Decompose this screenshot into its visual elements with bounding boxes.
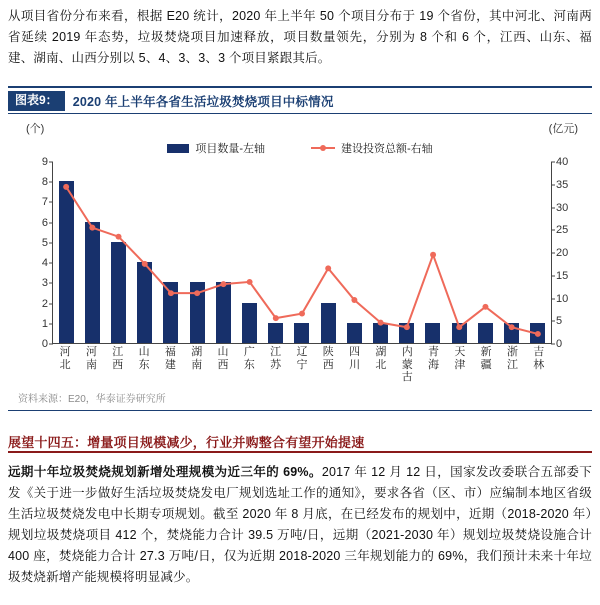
y-axis-tick-left: 2 bbox=[41, 297, 48, 310]
x-axis-label: 新 疆 bbox=[480, 346, 492, 371]
y-axis-tick-left: 4 bbox=[41, 257, 48, 270]
y-axis-tickmark-left bbox=[49, 182, 53, 183]
figure-title: 2020 年上半年各省生活垃圾焚烧项目中标情况 bbox=[72, 94, 334, 109]
section-heading-rule bbox=[8, 451, 592, 453]
x-axis-label: 河 南 bbox=[85, 346, 97, 371]
x-axis-label: 青 海 bbox=[428, 346, 440, 371]
y-axis-tick-left: 3 bbox=[41, 277, 48, 290]
x-axis-label: 湖 南 bbox=[191, 346, 203, 371]
section-heading: 展望十四五：增量项目规模减少，行业并购整合有望开始提速 bbox=[8, 435, 365, 450]
y-axis-tick-right: 5 bbox=[556, 315, 563, 328]
line-marker bbox=[430, 252, 436, 258]
y-axis-tickmark-left bbox=[49, 283, 53, 284]
y-axis-tickmark-left bbox=[49, 222, 53, 223]
x-axis-label: 河 北 bbox=[59, 346, 71, 371]
x-axis-label: 吉 林 bbox=[533, 346, 545, 371]
line-marker bbox=[404, 324, 410, 330]
x-axis-label: 辽 宁 bbox=[296, 346, 308, 371]
line-marker bbox=[220, 281, 226, 287]
y-axis-tickmark-left bbox=[49, 242, 53, 243]
left-axis-unit: (个) bbox=[26, 123, 45, 135]
y-axis-tickmark-right bbox=[551, 275, 555, 276]
legend-bar-swatch-icon bbox=[167, 144, 189, 153]
y-axis-tick-left: 6 bbox=[41, 216, 48, 229]
legend-line-swatch-icon bbox=[311, 147, 335, 149]
x-axis-label: 浙 江 bbox=[506, 346, 518, 371]
y-axis-tick-right: 15 bbox=[556, 269, 569, 282]
x-axis-label: 内 蒙 古 bbox=[401, 346, 413, 383]
x-axis-label: 陕 西 bbox=[322, 346, 334, 371]
legend-label-line: 建设投资总额-右轴 bbox=[341, 143, 433, 155]
x-axis-label: 湖 北 bbox=[375, 346, 387, 371]
y-axis-tickmark-left bbox=[49, 303, 53, 304]
x-axis-label: 江 西 bbox=[112, 346, 124, 371]
x-axis-label: 山 西 bbox=[217, 346, 229, 371]
intro-paragraph: 从项目省份分布来看，根据 E20 统计，2020 年上半年 50 个项目分布于 19 个省份，其中河北、河南两省延续 2019 年态势，垃圾焚烧项目加速释放，项目数量领先，分别为 8 个和 6 个，江西、山东、福建、湖南、山西分别以 5、4、3、3、3 个项目紧跟其后。 bbox=[8, 9, 592, 65]
y-axis-tickmark-right bbox=[551, 184, 555, 185]
y-axis-tickmark-right bbox=[551, 344, 555, 345]
y-axis-tickmark-left bbox=[49, 344, 53, 345]
x-axis-label: 江 苏 bbox=[270, 346, 282, 371]
x-axis-label: 山 东 bbox=[138, 346, 150, 371]
y-axis-tick-right: 0 bbox=[556, 338, 563, 350]
line-marker bbox=[273, 315, 279, 321]
figure-number: 图表9： bbox=[8, 91, 65, 111]
chart-plot-area bbox=[41, 156, 569, 350]
y-axis-tick-right: 40 bbox=[556, 156, 569, 168]
y-axis-tick-left: 0 bbox=[41, 338, 48, 350]
right-axis-unit: (亿元) bbox=[548, 123, 578, 135]
y-axis-tickmark-left bbox=[49, 323, 53, 324]
line-marker bbox=[351, 297, 357, 303]
y-axis-tickmark-right bbox=[551, 207, 555, 208]
y-axis-tickmark-left bbox=[49, 263, 53, 264]
chart-legend bbox=[8, 140, 592, 156]
x-axis-label: 广 东 bbox=[243, 346, 255, 371]
line-marker bbox=[325, 265, 331, 271]
x-axis-label: 四 川 bbox=[349, 346, 361, 371]
y-axis-tick-left: 5 bbox=[41, 236, 48, 249]
y-axis-tick-right: 25 bbox=[556, 224, 569, 237]
line-marker bbox=[456, 324, 462, 330]
line-marker bbox=[299, 311, 305, 317]
y-axis-tickmark-right bbox=[551, 253, 555, 254]
y-axis-tickmark-right bbox=[551, 298, 555, 299]
line-marker bbox=[194, 290, 200, 296]
y-axis-tick-right: 10 bbox=[556, 292, 569, 305]
y-axis-tickmark-left bbox=[49, 202, 53, 203]
y-axis-tick-right: 20 bbox=[556, 247, 569, 259]
y-axis-tickmark-right bbox=[551, 321, 555, 322]
x-axis-labels bbox=[52, 346, 552, 384]
line-marker bbox=[116, 234, 122, 240]
y-axis-tickmark-left bbox=[49, 162, 53, 163]
line-marker bbox=[142, 261, 148, 267]
y-axis-tick-left: 9 bbox=[41, 156, 48, 168]
line-series bbox=[53, 162, 551, 343]
x-axis-label: 天 津 bbox=[454, 346, 466, 371]
line-marker bbox=[89, 225, 95, 231]
y-axis-tick-right: 35 bbox=[556, 178, 569, 191]
y-axis-tickmark-right bbox=[551, 162, 555, 163]
line-marker bbox=[378, 320, 384, 326]
line-marker bbox=[482, 304, 488, 310]
legend-item-bars bbox=[167, 140, 265, 156]
figure-source: 资料来源：E20，华泰证券研究所 bbox=[18, 394, 166, 405]
y-axis-tick-left: 7 bbox=[41, 196, 48, 209]
legend-label-bars: 项目数量-左轴 bbox=[195, 143, 265, 155]
line-marker bbox=[247, 279, 253, 285]
figure-title-row bbox=[8, 88, 592, 114]
y-axis-tickmark-right bbox=[551, 230, 555, 231]
x-axis-label: 福 建 bbox=[164, 346, 176, 371]
y-axis-tick-left: 1 bbox=[41, 317, 48, 330]
line-marker bbox=[63, 184, 69, 190]
y-axis-tick-left: 8 bbox=[41, 176, 48, 189]
legend-item-line bbox=[311, 140, 433, 156]
figure-block bbox=[8, 86, 592, 411]
line-marker bbox=[509, 324, 515, 330]
section-paragraph: 远期十年垃圾焚烧规划新增处理规模为近三年的 69%。2017 年 12 月 12 日，国家发改委联合五部委下发《关于进一步做好生活垃圾焚烧发电厂规划选址工作的通知》，要求各省（区、市）应编制本地区省级生活垃圾焚烧发电中长期专项规划。截至 2020 年 8 月底，在已经发布的规划中，近期（2018-2020 年）规划垃圾焚烧项目 412 个，焚烧能力合计 39.5 万吨/日，远期（2021-2030 年）规划垃圾焚烧设施合计 400 座，焚烧能力合计 27.3 万吨/日，仅为近期 2018-2020 三年规划能力的 69%，我们预计未来十年垃圾焚烧新增产能规模将明显减少。 bbox=[8, 465, 592, 584]
y-axis-tick-right: 30 bbox=[556, 201, 569, 214]
line-marker bbox=[168, 290, 174, 296]
line-marker bbox=[535, 331, 541, 337]
